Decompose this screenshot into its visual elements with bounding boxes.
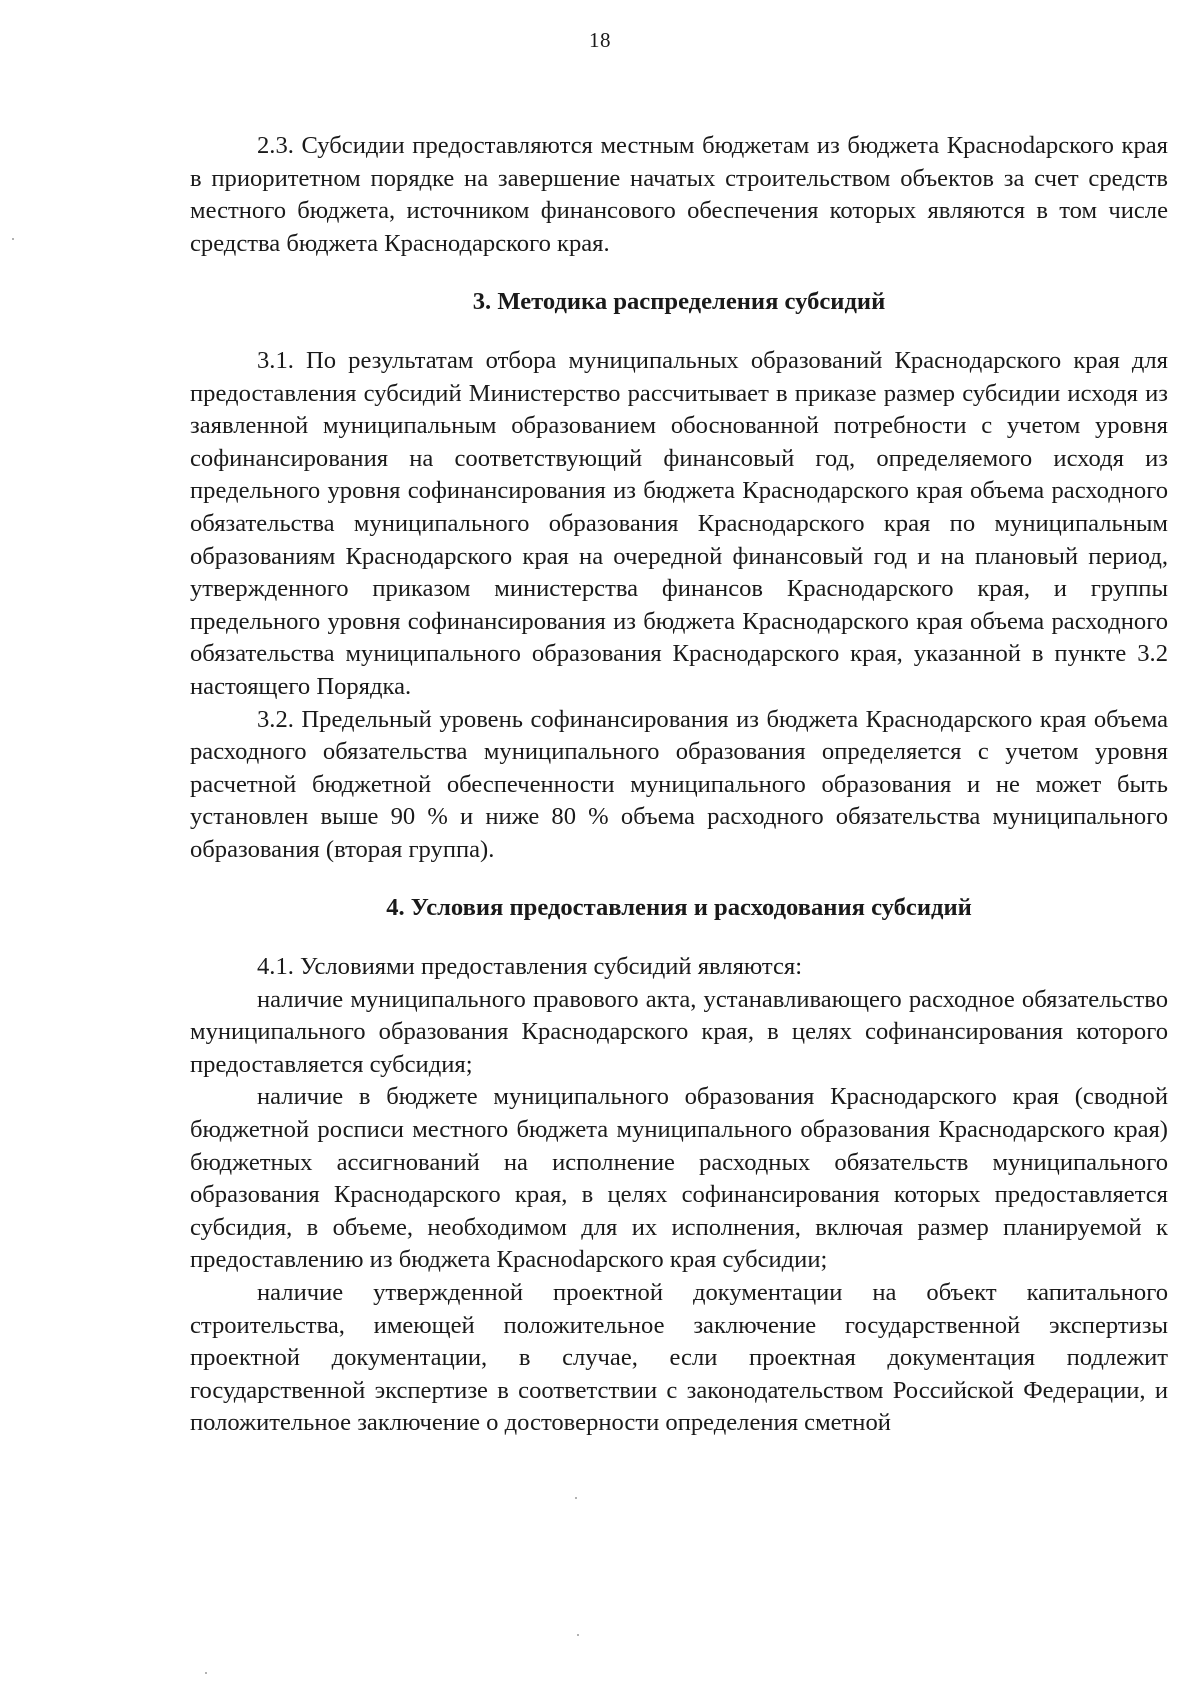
- paragraph-4-1: 4.1. Условиями предоставления субсидий являются:: [257, 953, 803, 981]
- paragraph-4-1-condition-c: наличие утвержденной проектной документации на объект капитального строительства, имеющей положительное заключение государственной экспертизы проектной документации, в случае, если проектная документация подлежит государственной экспертизе в соответствии с законодательством Российской Федерации, и положительное заключение о достоверности определения сметной: [190, 1279, 1168, 1437]
- page-number: 18: [589, 28, 611, 52]
- paragraph-4-1-condition-a: наличие муниципального правового акта, устанавливающего расходное обязательство муниципального образования Краснодарского края, в целях софинансирования которого предоставляется субсидия;: [190, 985, 1168, 1078]
- section-heading-3: 3. Методика распределения субсидий: [472, 288, 886, 316]
- scan-speck: [205, 1672, 207, 1674]
- scan-speck: [12, 238, 14, 240]
- paragraph-4-1-condition-b: наличие в бюджете муниципального образования Краснодарского края (сводной бюджетной росписи местного бюджета муниципального образования Краснодарского края) бюджетных ассигнований на исполнение расходных обязательств муниципального образования Краснодарского края, в целях софинансирования которых предоставляется субсидия, в объеме, необходимом для их исполнения, включая размер планируемой к предоставлению из бюджета Красноdарского края субсидии;: [190, 1083, 1168, 1274]
- paragraph-2-3: 2.3. Субсидии предоставляются местным бюджетам из бюджета Красноdарского края в приоритетном порядке на завершение начатых строительством объектов за счет средств местного бюджета, источником финансового обеспечения которых являются в том числе средства бюджета Краснодарского края.: [190, 132, 1168, 257]
- scan-speck: [575, 1497, 577, 1499]
- document-body: [190, 130, 1168, 1440]
- scan-speck: [577, 1634, 579, 1636]
- paragraph-3-2: 3.2. Предельный уровень софинансирования из бюджета Краснодарского края объема расходного обязательства муниципального образования определяется с учетом уровня расчетной бюджетной обеспеченности муниципального образования и не может быть установлен выше 90 % и ниже 80 % объема расходного обязательства муниципального образования (вторая группа).: [190, 705, 1168, 863]
- section-heading-4: 4. Условия предоставления и расходования субсидий: [386, 894, 972, 922]
- paragraph-3-1: 3.1. По результатам отбора муниципальных образований Краснодарского края для предоставления субсидий Министерство рассчитывает в приказе размер субсидии исходя из заявленной муниципальным образованием обоснованной потребности с учетом уровня софинансирования на соответствующий финансовый год, определяемого исходя из предельного уровня софинансирования из бюджета Краснодарского края объема расходного обязательства муниципального образования Краснодарского края по муниципальным образованиям Краснодарского края на очередной финансовый год и на плановый период, утвержденного приказом министерства финансов Краснодарского края, и группы предельного уровня софинансирования из бюджета Краснодарского края объема расходного обязательства муниципального образования Краснодарского края, указанной в пункте 3.2 настоящего Порядка.: [190, 346, 1168, 700]
